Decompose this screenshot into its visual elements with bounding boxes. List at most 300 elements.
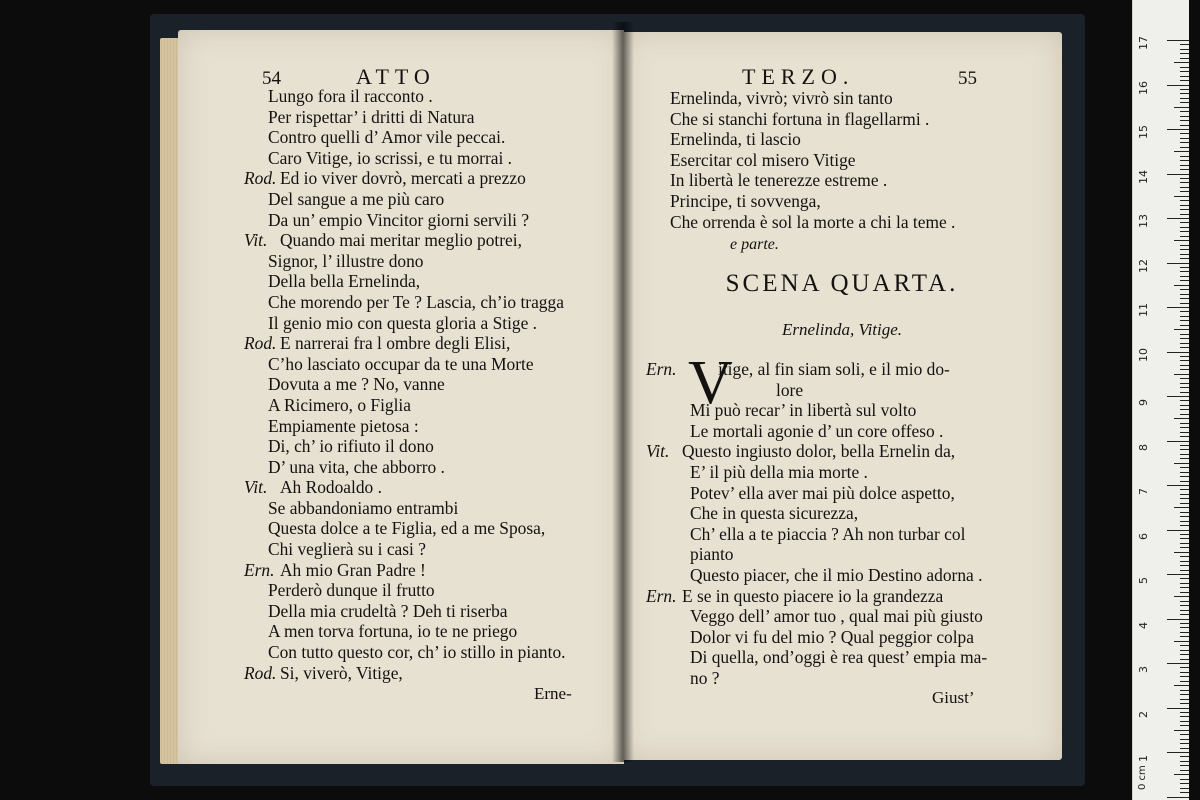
ruler-tick xyxy=(1180,80,1189,81)
ruler-number: 6 xyxy=(1137,532,1150,540)
ruler-tick xyxy=(1180,138,1189,139)
ruler-tick xyxy=(1180,765,1189,766)
ruler-tick xyxy=(1180,178,1189,179)
ruler-tick xyxy=(1174,685,1189,686)
ruler-tick xyxy=(1180,338,1189,339)
verse-text: Veggo dell’ amor tuo , qual mai più giusto xyxy=(690,606,983,627)
ruler-tick xyxy=(1167,218,1189,219)
ruler-number: 2 xyxy=(1137,710,1150,718)
ruler-tick xyxy=(1180,89,1189,90)
text-line xyxy=(646,565,1056,586)
ruler-tick xyxy=(1180,636,1189,637)
ruler-tick xyxy=(1180,512,1189,513)
ruler-tick xyxy=(1180,156,1189,157)
ruler-tick xyxy=(1180,627,1189,628)
ruler-number: 9 xyxy=(1137,399,1150,406)
ruler-tick xyxy=(1180,209,1189,210)
ruler-tick xyxy=(1180,699,1189,700)
ruler-tick xyxy=(1180,360,1189,361)
ruler-tick xyxy=(1180,93,1189,94)
text-line xyxy=(244,127,624,148)
ruler-tick xyxy=(1167,352,1189,353)
ruler-tick xyxy=(1180,489,1189,490)
verse-text: Ah Rodoaldo . xyxy=(280,477,382,498)
ruler-tick xyxy=(1180,231,1189,232)
ruler-tick xyxy=(1180,445,1189,446)
ruler-tick xyxy=(1174,552,1189,553)
text-line xyxy=(646,586,1056,607)
ruler-tick xyxy=(1180,98,1189,99)
ruler-tick xyxy=(1180,756,1189,757)
text-line xyxy=(244,642,624,663)
ruler-tick xyxy=(1180,44,1189,45)
ruler-tick xyxy=(1180,534,1189,535)
text-line xyxy=(646,462,1056,483)
ruler-tick xyxy=(1180,303,1189,304)
text-line xyxy=(244,148,624,169)
ruler-tick xyxy=(1180,467,1189,468)
text-line xyxy=(646,441,1056,462)
ruler-tick xyxy=(1180,205,1189,206)
ruler-tick xyxy=(1174,374,1189,375)
verse-text: Perderò dunque il frutto xyxy=(268,580,435,601)
ruler-tick xyxy=(1180,476,1189,477)
verse-text: A Ricimero, o Figlia xyxy=(268,394,411,415)
speaker-label: Ern. xyxy=(646,585,677,606)
verse-text: Che morendo per Te ? Lascia, ch’io tragga xyxy=(268,291,564,312)
book-gutter xyxy=(612,22,634,762)
ruler-tick xyxy=(1180,280,1189,281)
ruler-tick xyxy=(1180,182,1189,183)
verse-text: Principe, ti sovvenga, xyxy=(670,190,821,211)
verse-text: Lungo fora il racconto . xyxy=(268,86,433,106)
ruler-tick xyxy=(1180,556,1189,557)
speaker-label: Rod. xyxy=(244,662,277,683)
text-line xyxy=(244,313,624,334)
ruler-tick xyxy=(1174,196,1189,197)
verse-text: Della bella Ernelinda, xyxy=(268,271,421,292)
verse-text: D’ una vita, che abborro . xyxy=(268,456,445,477)
ruler-tick xyxy=(1180,703,1189,704)
ruler-tick xyxy=(1180,227,1189,228)
ruler-tick xyxy=(1180,681,1189,682)
ruler-tick xyxy=(1180,58,1189,59)
ruler-tick xyxy=(1180,200,1189,201)
ruler-tick xyxy=(1180,761,1189,762)
ruler-tick xyxy=(1180,111,1189,112)
text-line xyxy=(670,88,1060,109)
text-line xyxy=(646,627,1056,648)
text-line xyxy=(244,436,624,457)
ruler-tick xyxy=(1174,285,1189,286)
ruler-tick xyxy=(1174,596,1189,597)
ruler-tick xyxy=(1180,369,1189,370)
ruler-tick xyxy=(1167,752,1189,753)
verse-text: Ah mio Gran Padre ! xyxy=(280,559,426,580)
right-catchword: Giust’ xyxy=(932,688,975,707)
stage-direction: e parte. xyxy=(730,236,779,253)
text-line xyxy=(646,359,1056,380)
ruler-tick xyxy=(1180,645,1189,646)
text-line xyxy=(244,107,624,128)
text-line xyxy=(646,524,1056,545)
text-line xyxy=(646,647,1056,668)
left-running-header: ATTO xyxy=(356,64,436,89)
right-running-header: TERZO. xyxy=(742,64,855,89)
ruler-tick xyxy=(1180,133,1189,134)
ruler-tick xyxy=(1180,289,1189,290)
ruler-tick xyxy=(1174,62,1189,63)
ruler-tick xyxy=(1180,498,1189,499)
ruler-tick xyxy=(1180,245,1189,246)
ruler-number: 8 xyxy=(1137,443,1150,451)
ruler-number: 12 xyxy=(1137,258,1150,273)
text-line xyxy=(244,189,624,210)
ruler-tick xyxy=(1174,730,1189,731)
text-line xyxy=(244,477,624,498)
ruler-tick xyxy=(1180,667,1189,668)
verse-text: lore xyxy=(776,379,804,400)
verse-text: Ernelinda, vivrò; vivrò sin tanto xyxy=(670,88,893,108)
ruler-tick xyxy=(1180,592,1189,593)
ruler-tick xyxy=(1180,436,1189,437)
text-line xyxy=(244,374,624,395)
ruler-tick xyxy=(1180,743,1189,744)
ruler-tick xyxy=(1180,383,1189,384)
ruler-tick xyxy=(1180,347,1189,348)
right-page-number: 55 xyxy=(958,68,977,89)
ruler-tick xyxy=(1180,414,1189,415)
ruler-tick xyxy=(1180,267,1189,268)
ruler-number: 16 xyxy=(1137,80,1150,95)
ruler-tick xyxy=(1180,191,1189,192)
ruler-number: 15 xyxy=(1137,125,1150,139)
ruler-tick xyxy=(1167,40,1189,41)
ruler-tick xyxy=(1180,271,1189,272)
text-line xyxy=(244,271,624,292)
text-line xyxy=(244,560,624,581)
verse-text: Chi veglierà su i casi ? xyxy=(268,539,426,560)
ruler-tick xyxy=(1167,307,1189,308)
ruler-tick xyxy=(1167,485,1189,486)
ruler-tick xyxy=(1167,708,1189,709)
ruler-tick xyxy=(1180,739,1189,740)
verse-text: Che in questa sicurezza, xyxy=(690,503,859,524)
ruler-tick xyxy=(1180,748,1189,749)
ruler-number: 17 xyxy=(1137,36,1150,50)
text-line xyxy=(244,498,624,519)
ruler-tick xyxy=(1180,378,1189,379)
ruler-tick xyxy=(1180,561,1189,562)
ruler-tick xyxy=(1180,792,1189,793)
ruler-number: 5 xyxy=(1137,577,1150,584)
right-page xyxy=(622,32,1062,760)
text-line xyxy=(244,580,624,601)
measurement-ruler xyxy=(1132,0,1189,800)
ruler-tick xyxy=(1180,142,1189,143)
verse-text: itige, al fin siam soli, e il mio do- xyxy=(718,359,950,379)
ruler-tick xyxy=(1174,774,1189,775)
ruler-number: 1 xyxy=(1137,755,1150,762)
ruler-tick xyxy=(1167,574,1189,575)
ruler-tick xyxy=(1180,458,1189,459)
ruler-tick xyxy=(1180,71,1189,72)
ruler-tick xyxy=(1180,525,1189,526)
text-line xyxy=(244,168,624,189)
speaker-label: Ern. xyxy=(244,559,275,580)
ruler-number: 4 xyxy=(1137,621,1150,629)
text-line xyxy=(244,518,624,539)
ruler-tick xyxy=(1180,770,1189,771)
text-line xyxy=(244,416,624,437)
verse-text: Dovuta a me ? No, vanne xyxy=(268,374,445,395)
verse-text: Ch’ ella a te piaccia ? Ah non turbar col xyxy=(690,523,966,544)
verse-text: no ? xyxy=(690,667,720,688)
ruler-tick xyxy=(1180,449,1189,450)
verse-text: E se in questo piacere io la grandezza xyxy=(682,585,944,606)
ruler-tick xyxy=(1180,547,1189,548)
ruler-tick xyxy=(1180,454,1189,455)
ruler-tick xyxy=(1180,605,1189,606)
ruler-tick xyxy=(1180,690,1189,691)
ruler-tick xyxy=(1180,400,1189,401)
ruler-tick xyxy=(1180,147,1189,148)
verse-text: Contro quelli d’ Amor vile peccai. xyxy=(268,127,506,148)
verse-text: Esercitar col misero Vitige xyxy=(670,149,856,170)
speaker-label: Vit. xyxy=(244,230,268,251)
verse-text: Della mia crudeltà ? Deh ti riserba xyxy=(268,600,508,621)
right-text-block-top xyxy=(670,88,1060,232)
ruler-tick xyxy=(1180,721,1189,722)
ruler-tick xyxy=(1180,788,1189,789)
ruler-tick xyxy=(1180,516,1189,517)
text-line xyxy=(244,292,624,313)
verse-text: Che si stanchi fortuna in flagellarmi . xyxy=(670,108,930,129)
ruler-tick xyxy=(1180,120,1189,121)
drop-cap: V xyxy=(688,349,733,417)
ruler-tick xyxy=(1180,169,1189,170)
verse-text: Questo piacer, che il mio Destino adorna . xyxy=(690,564,983,585)
ruler-tick xyxy=(1180,694,1189,695)
ruler-tick xyxy=(1180,67,1189,68)
ruler-number: 11 xyxy=(1137,303,1150,317)
ruler-number: 7 xyxy=(1137,488,1150,495)
ruler-tick xyxy=(1174,507,1189,508)
speaker-label: Rod. xyxy=(244,333,277,354)
ruler-tick xyxy=(1174,151,1189,152)
ruler-tick xyxy=(1180,334,1189,335)
text-line xyxy=(670,150,1060,171)
verse-text: Ernelinda, ti lascio xyxy=(670,129,801,150)
verse-text: Se abbandoniamo entrambi xyxy=(268,497,459,518)
ruler-number: 10 xyxy=(1137,347,1150,362)
ruler-tick xyxy=(1180,583,1189,584)
verse-text: Le mortali agonie d’ un core offeso . xyxy=(690,420,944,441)
text-line xyxy=(646,668,1056,689)
verse-text: Ed io viver dovrò, mercati a prezzo xyxy=(280,168,526,189)
ruler-tick xyxy=(1180,423,1189,424)
ruler-tick xyxy=(1180,102,1189,103)
ruler-tick xyxy=(1180,294,1189,295)
ruler-tick xyxy=(1167,663,1189,664)
ruler-tick xyxy=(1180,298,1189,299)
ruler-tick xyxy=(1167,174,1189,175)
ruler-tick xyxy=(1180,320,1189,321)
speaker-label: Vit. xyxy=(244,477,268,498)
ruler-tick xyxy=(1180,356,1189,357)
text-line xyxy=(646,503,1056,524)
ruler-tick xyxy=(1180,387,1189,388)
ruler-tick xyxy=(1174,463,1189,464)
ruler-tick xyxy=(1180,610,1189,611)
ruler-tick xyxy=(1180,214,1189,215)
verse-text: Di quella, ond’oggi è rea quest’ empia ma- xyxy=(690,647,988,668)
ruler-tick xyxy=(1174,329,1189,330)
verse-text: Da un’ empio Vincitor giorni servili ? xyxy=(268,209,530,230)
verse-text: Empiamente pietosa : xyxy=(268,415,419,436)
speaker-label: Vit. xyxy=(646,441,670,462)
verse-text: Quando mai meritar meglio potrei, xyxy=(280,230,522,251)
text-line xyxy=(244,539,624,560)
text-line xyxy=(244,86,624,107)
ruler-tick xyxy=(1180,672,1189,673)
ruler-tick xyxy=(1180,472,1189,473)
verse-text: pianto xyxy=(690,544,734,565)
text-line xyxy=(244,251,624,272)
right-text-block-bottom xyxy=(646,359,1056,689)
ruler-tick xyxy=(1180,432,1189,433)
ruler-tick xyxy=(1180,543,1189,544)
ruler-tick xyxy=(1180,125,1189,126)
text-line xyxy=(646,421,1056,442)
ruler-tick xyxy=(1174,240,1189,241)
verse-text: Signor, l’ illustre dono xyxy=(268,250,424,271)
ruler-tick xyxy=(1180,734,1189,735)
ruler-tick xyxy=(1180,222,1189,223)
ruler-tick xyxy=(1180,587,1189,588)
ruler-tick xyxy=(1167,441,1189,442)
ruler-tick xyxy=(1180,623,1189,624)
ruler-tick xyxy=(1180,49,1189,50)
left-catchword: Erne- xyxy=(534,684,572,703)
left-text-block xyxy=(244,86,624,683)
ruler-tick xyxy=(1180,601,1189,602)
ruler-tick xyxy=(1180,779,1189,780)
scene-cast: Ernelinda, Vitige. xyxy=(781,320,903,339)
speaker-label: Ern. xyxy=(646,359,677,379)
verse-text: Dolor vi fu del mio ? Qual peggior colpa xyxy=(690,626,974,647)
ruler-tick xyxy=(1180,503,1189,504)
ruler-tick xyxy=(1180,316,1189,317)
ruler-tick xyxy=(1167,797,1189,798)
ruler-tick xyxy=(1180,53,1189,54)
ruler-number: 14 xyxy=(1137,169,1150,184)
ruler-tick xyxy=(1180,160,1189,161)
text-line xyxy=(670,129,1060,150)
text-line xyxy=(244,457,624,478)
ruler-tick xyxy=(1180,494,1189,495)
text-line xyxy=(670,109,1060,130)
verse-text: Con tutto questo cor, ch’ io stillo in pianto. xyxy=(268,642,566,663)
verse-text: E narrerai fra l ombre degli Elisi, xyxy=(280,333,511,354)
text-line xyxy=(646,606,1056,627)
ruler-tick xyxy=(1180,676,1189,677)
ruler-tick xyxy=(1180,659,1189,660)
verse-text: Caro Vitige, io scrissi, e tu morrai . xyxy=(268,147,512,168)
ruler-tick xyxy=(1167,619,1189,620)
ruler-tick xyxy=(1180,650,1189,651)
ruler-tick xyxy=(1180,409,1189,410)
ruler-unit-label: 0 cm xyxy=(1137,765,1148,790)
ruler-tick xyxy=(1180,392,1189,393)
ruler-tick xyxy=(1167,129,1189,130)
verse-text: Mi può recar’ in libertà sul volto xyxy=(690,400,917,421)
ruler-tick xyxy=(1180,311,1189,312)
ruler-tick xyxy=(1180,258,1189,259)
verse-text: In libertà le tenerezze estreme . xyxy=(670,170,888,191)
verse-text: E’ il più della mia morte . xyxy=(690,461,868,482)
text-line xyxy=(244,354,624,375)
ruler-tick xyxy=(1180,712,1189,713)
text-line xyxy=(244,601,624,622)
ruler-tick xyxy=(1180,76,1189,77)
scene-title: SCENA QUARTA. xyxy=(725,270,959,297)
text-line xyxy=(244,663,624,684)
verse-text: Di, ch’ io rifiuto il dono xyxy=(268,436,434,457)
verse-text: Del sangue a me più caro xyxy=(268,188,445,209)
ruler-tick xyxy=(1174,107,1189,108)
verse-text: A men torva fortuna, io te ne priego xyxy=(268,621,518,642)
ruler-tick xyxy=(1180,521,1189,522)
text-line xyxy=(670,212,1060,233)
ruler-tick xyxy=(1180,165,1189,166)
ruler-tick xyxy=(1174,641,1189,642)
ruler-tick xyxy=(1180,343,1189,344)
verse-text: Che orrenda è sol la morte a chi la teme . xyxy=(670,211,956,232)
ruler-tick xyxy=(1180,716,1189,717)
text-line xyxy=(670,191,1060,212)
text-line xyxy=(244,395,624,416)
ruler-tick xyxy=(1180,632,1189,633)
text-line xyxy=(670,170,1060,191)
ruler-tick xyxy=(1174,418,1189,419)
text-line xyxy=(244,210,624,231)
verse-text: C’ho lasciato occupar da te una Morte xyxy=(268,353,534,374)
ruler-tick xyxy=(1180,249,1189,250)
ruler-tick xyxy=(1180,783,1189,784)
speaker-label: Rod. xyxy=(244,168,277,189)
ruler-tick xyxy=(1180,187,1189,188)
ruler-tick xyxy=(1167,396,1189,397)
ruler-tick xyxy=(1180,116,1189,117)
verse-text: Questo ingiusto dolor, bella Ernelin da, xyxy=(682,441,956,462)
text-line xyxy=(646,544,1056,565)
verse-text: Questa dolce a te Figlia, ed a me Sposa, xyxy=(268,518,546,539)
ruler-tick xyxy=(1180,614,1189,615)
ruler-number: 3 xyxy=(1137,666,1150,673)
ruler-tick xyxy=(1167,85,1189,86)
ruler-tick xyxy=(1167,530,1189,531)
text-line xyxy=(244,230,624,251)
ruler-tick xyxy=(1180,276,1189,277)
ruler-tick xyxy=(1180,325,1189,326)
text-line xyxy=(646,380,1056,401)
left-page-number: 54 xyxy=(262,68,281,89)
text-line xyxy=(244,333,624,354)
verse-text: Si, viverò, Vitige, xyxy=(280,662,403,683)
ruler-tick xyxy=(1180,578,1189,579)
ruler-tick xyxy=(1180,254,1189,255)
